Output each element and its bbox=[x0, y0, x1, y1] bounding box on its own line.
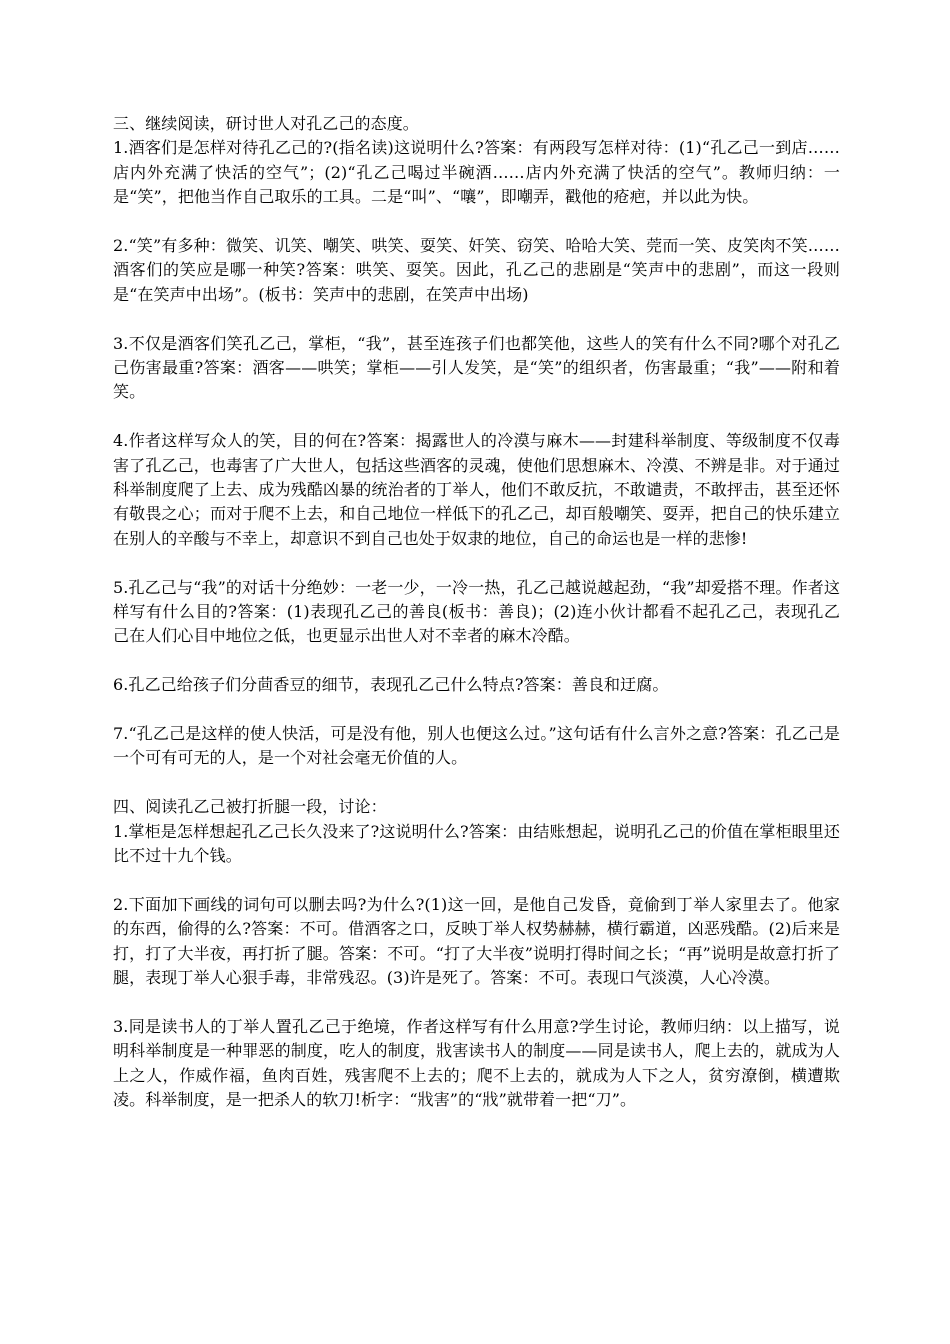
question-3-2: 2.“笑”有多种：微笑、讥笑、嘲笑、哄笑、耍笑、奸笑、窃笑、哈哈大笑、莞而一笑、皮笑肉不笑……酒客们的笑应是哪一种笑?答案：哄笑、耍笑。因此，孔乙己的悲剧是“笑声中的悲剧”，而这一段则是“在笑声中出场”。(板书：笑声中的悲剧，在笑声中出场) bbox=[113, 236, 840, 304]
question-3-4: 4.作者这样写众人的笑，目的何在?答案：揭露世人的冷漠与麻木——封建科举制度、等级制度不仅毒害了孔乙己，也毒害了广大世人，包括这些酒客的灵魂，使他们思想麻木、冷漠、不辨是非。对于通过科举制度爬了上去、成为残酷凶暴的统治者的丁举人，他们不敢反抗，不敢谴责，不敢抨击，甚至还怀有敬畏之心；而对于爬不上去，和自己地位一样低下的孔乙己，却百般嘲笑、耍弄，把自己的快乐建立在别人的辛酸与不幸上，却意识不到自己也处于奴隶的地位，自己的命运也是一样的悲惨! bbox=[113, 431, 840, 548]
section-heading-4: 四、阅读孔乙己被打折腿一段，讨论： bbox=[113, 797, 387, 817]
question-3-6: 6.孔乙己给孩子们分茴香豆的细节，表现孔乙己什么特点?答案：善良和迂腐。 bbox=[113, 675, 669, 695]
question-3-5: 5.孔乙己与“我”的对话十分绝妙：一老一少，一冷一热，孔乙己越说越起劲，“我”却爱搭不理。作者这样写有什么目的?答案：(1)表现孔乙己的善良(板书：善良)；(2)连小伙计都看不起孔乙己，表现孔乙己在人们心目中地位之低，也更显示出世人对不幸者的麻木冷酷。 bbox=[113, 577, 840, 646]
section-heading-3: 三、继续阅读，研讨世人对孔乙己的态度。 bbox=[113, 114, 419, 133]
document-page bbox=[113, 112, 840, 1137]
question-4-1: 1.掌柜是怎样想起孔乙己长久没来了?这说明什么?答案：由结账想起，说明孔乙己的价值在掌柜眼里还比不过十九个钱。 bbox=[113, 821, 840, 866]
question-3-7: 7.“孔乙己是这样的使人快活，可是没有他，别人也便这么过。”这句话有什么言外之意?答案：孔乙己是一个可有可无的人，是一个对社会毫无价值的人。 bbox=[113, 724, 840, 768]
question-4-3: 3.同是读书人的丁举人置孔乙己于绝境，作者这样写有什么用意?学生讨论，教师归纳：以上描写，说明科举制度是一种罪恶的制度，吃人的制度，戕害读书人的制度——同是读书人，爬上去的，就成为人上之人，作威作福，鱼肉百姓，残害爬不上去的；爬不上去的，就成为人下之人，贫穷潦倒，横遭欺凌。科举制度，是一把杀人的软刀!析字：“戕害”的“戕”就带着一把“刀”。 bbox=[113, 1016, 840, 1110]
question-4-2: 2.下面加下画线的词句可以删去吗?为什么?(1)这一回，是他自己发昏，竟偷到丁举人家里去了。他家的东西，偷得的么?答案：不可。借酒客之口，反映丁举人权势赫赫，横行霸道，凶恶残酷。(2)后来是打，打了大半夜，再打折了腿。答案：不可。“打了大半夜”说明打得时间之长；“再”说明是故意打折了腿，表现丁举人心狠手毒，非常残忍。(3)许是死了。答案：不可。表现口气淡漠，人心冷漠。 bbox=[113, 894, 840, 988]
question-3-1: 1.酒客们是怎样对待孔乙己的?(指名读)这说明什么?答案：有两段写怎样对待：(1)“孔乙己一到店……店内外充满了快活的空气”；(2)“孔乙己喝过半碗酒……店内外充满了快活的空气”。教师归纳：一是“笑”，把他当作自己取乐的工具。二是“叫”、“嚷”，即嘲弄，戳他的疮疤，并以此为快。 bbox=[113, 138, 840, 207]
question-3-3: 3.不仅是酒客们笑孔乙己，掌柜，“我”，甚至连孩子们也都笑他，这些人的笑有什么不同?哪个对孔乙己伤害最重?答案：酒客——哄笑；掌柜——引人发笑，是“笑”的组织者，伤害最重；“我”——附和着笑。 bbox=[113, 333, 840, 402]
